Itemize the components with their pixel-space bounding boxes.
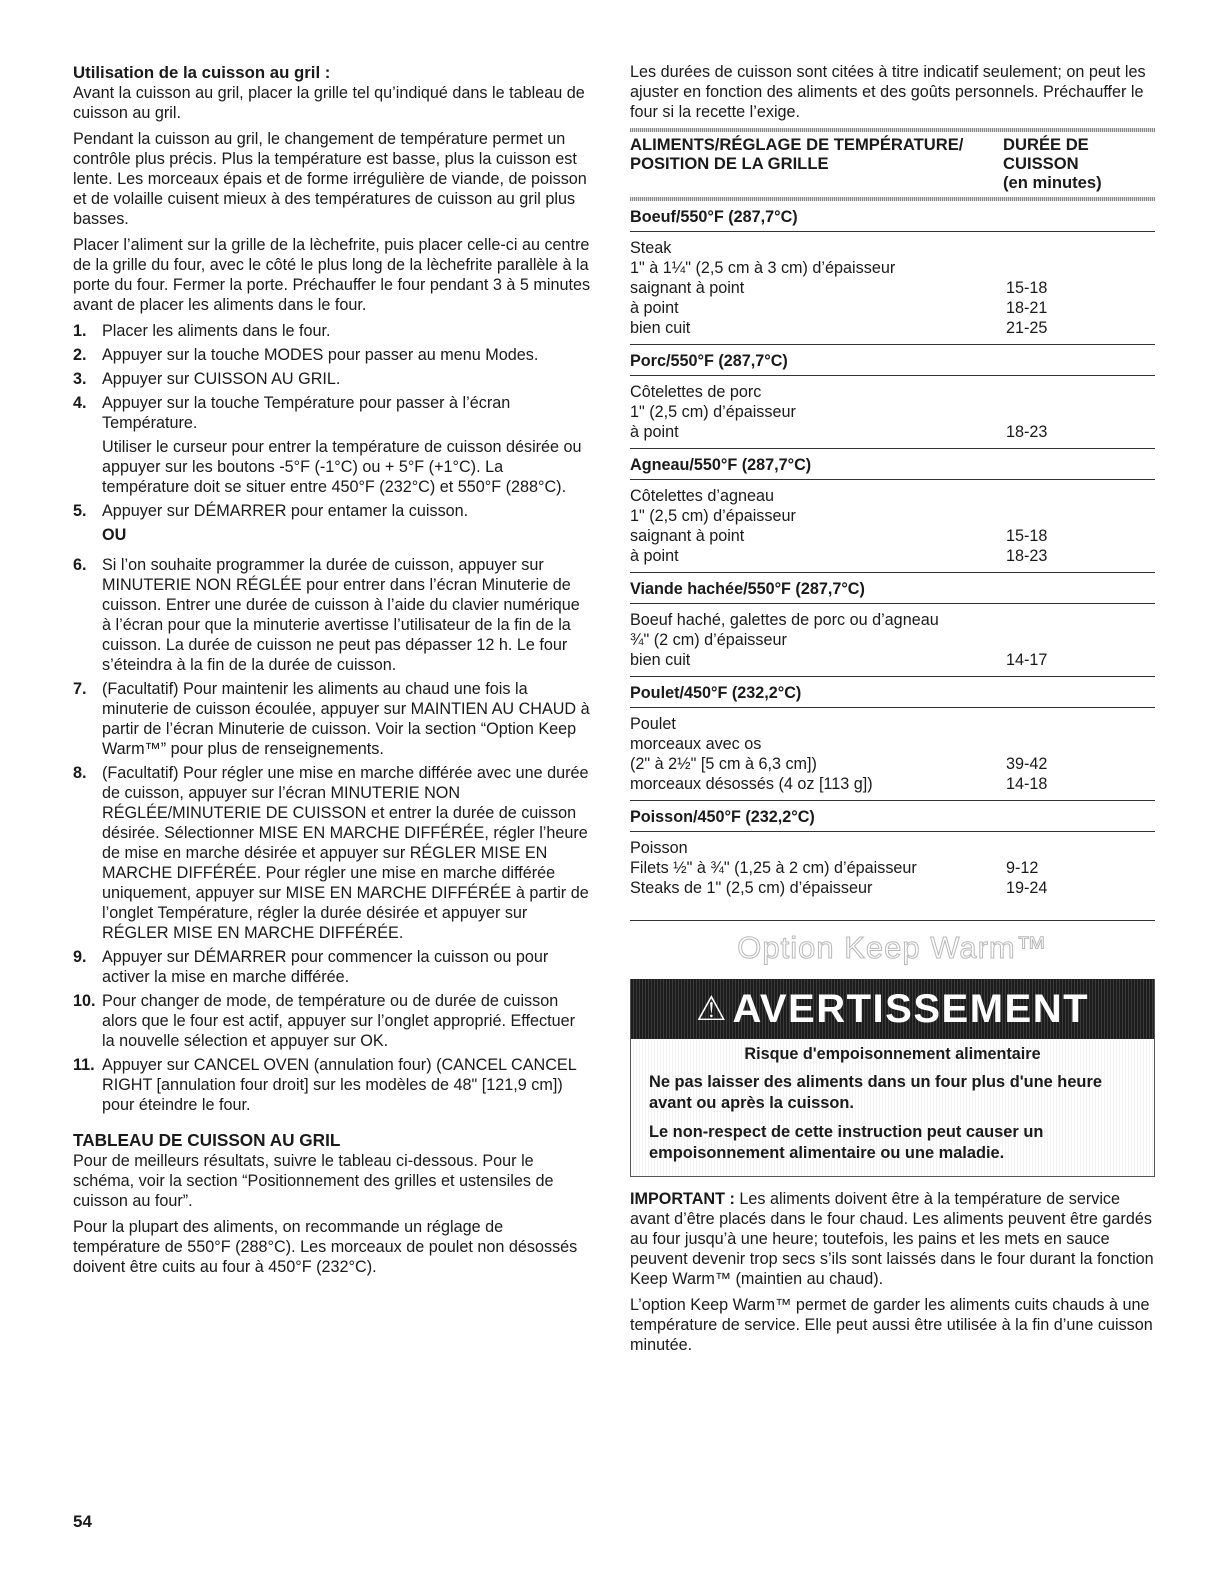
- list-item: 11. Appuyer sur CANCEL OVEN (annulation four) (CANCEL CANCEL RIGHT [annulation four droit] sur les modèles de 48" [121,9 cm]) pour éteindre le four.: [73, 1056, 577, 1114]
- warning-box: [630, 979, 1155, 1177]
- list-item: 4. Appuyer sur la touche Température pour passer à l’écran Température. Utiliser le curseur pour entrer la température de cuisson désirée ou appuyer sur les boutons -5°F (-1°C) ou + 5°F (+1°C). La température doit se situer entre 450°F (232°C) et 550°F (288°C).: [73, 394, 582, 496]
- table-row: morceaux avec os: [630, 735, 762, 753]
- list-item: 8. (Facultatif) Pour régler une mise en marche différée avec une durée de cuisson, appuyer sur l’écran MINUTERIE NON RÉGLÉE/MINUTERIE DE CUISSON et entrer la durée de cuisson désirée. Sélectionner MISE EN MARCHE DIFFÉRÉE, régler l’heure de mise en marche désirée et appuyer sur RÉGLER MISE EN MARCHE DIFFÉRÉE. Pour régler une mise en marche différée uniquement, appuyer sur MISE EN MARCHE DIFFÉRÉE à partir de l’onglet Température, régler la durée désirée et appuyer sur RÉGLER MISE EN MARCHE DIFFÉRÉE.: [73, 764, 589, 942]
- warning-icon: ⚠: [695, 990, 727, 1028]
- table-row: Côtelettes de porc: [630, 383, 762, 401]
- list-item: 10. Pour changer de mode, de température ou de durée de cuisson alors que le four est actif, appuyer sur l’onglet approprié. Effectuer la nouvelle sélection et appuyer sur OK.: [73, 992, 576, 1050]
- category-rows: [630, 376, 1155, 449]
- table-row: 1" (2,5 cm) d’épaisseur: [630, 403, 796, 421]
- right-column: [630, 62, 1155, 1361]
- warning-body: [631, 1039, 1154, 1176]
- category-heading: Porc/550°F (287,7°C): [630, 345, 1155, 376]
- table-row: ¾" (2 cm) d’épaisseur: [630, 631, 787, 649]
- table-row: à point 18-23: [630, 547, 1048, 565]
- left-column: [73, 62, 591, 1283]
- table-header: [630, 132, 1155, 197]
- paragraph: L’option Keep Warm™ permet de garder les aliments cuits chauds à une température de service. Elle peut aussi être utilisée à la fin d’une cuisson minutée.: [630, 1296, 1153, 1354]
- steps-list: [73, 321, 591, 521]
- category-heading: Poisson/450°F (232,2°C): [630, 801, 1155, 832]
- paragraph: Placer l’aliment sur la grille de la lèchefrite, puis placer celle-ci au centre de la grille du four, avec le côté le plus long de la lèchefrite parallèle à la porte du four. Fermer la porte. Préchauffer le four pendant 3 à 5 minutes avant de placer les aliments dans le four.: [73, 236, 591, 314]
- warning-text: Ne pas laisser des aliments dans un four plus d'une heure avant ou après la cuisson.: [649, 1073, 1102, 1112]
- category-rows: [630, 708, 1155, 801]
- table-row: Poisson: [630, 839, 688, 857]
- table-row: (2" à 2½" [5 cm à 6,3 cm]) 39-42: [630, 755, 1048, 773]
- table-row: morceaux désossés (4 oz [113 g]) 14-18: [630, 775, 1048, 793]
- important-label: IMPORTANT :: [630, 1190, 735, 1208]
- table-row: Steaks de 1" (2,5 cm) d’épaisseur 19-24: [630, 879, 1048, 897]
- category-rows: [630, 832, 1155, 921]
- section-heading-broil-table: TABLEAU DE CUISSON AU GRIL: [73, 1130, 341, 1150]
- paragraph: Avant la cuisson au gril, placer la grille tel qu’indiqué dans le tableau de cuisson au gril.: [73, 84, 585, 122]
- list-item: 7. (Facultatif) Pour maintenir les aliments au chaud une fois la minuterie de cuisson écoulée, appuyer sur MAINTIEN AU CHAUD à partir de l’écran Minuterie de cuisson. Voir la section “Option Keep Warm™” pour plus de renseignements.: [73, 680, 590, 758]
- list-item: 2. Appuyer sur la touche MODES pour passer au menu Modes.: [73, 346, 539, 364]
- warning-title: AVERTISSEMENT: [732, 986, 1090, 1031]
- paragraph-important: IMPORTANT : Les aliments doivent être à la température de service avant d’être placés dans le four chaud. Les aliments peuvent être gardés au four jusqu’à une heure; toutefois, les pains et les mets en sauce peuvent devenir trop secs s’ils sont laissés dans le four durant la fonction Keep Warm™ (maintien au chaud).: [630, 1190, 1154, 1288]
- table-row: bien cuit 21-25: [630, 319, 1048, 337]
- warning-text: Le non-respect de cette instruction peut causer un empoisonnement alimentaire ou une maladie.: [649, 1123, 1044, 1162]
- list-item: 3. Appuyer sur CUISSON AU GRIL.: [73, 370, 341, 388]
- page-number: 54: [73, 1512, 92, 1531]
- table-row: Filets ½" à ¾" (1,25 à 2 cm) d’épaisseur 9-12: [630, 859, 1039, 877]
- header-duration: DURÉE DE CUISSON (en minutes): [1003, 135, 1102, 192]
- keep-warm-heading: Option Keep Warm™: [737, 930, 1048, 965]
- list-item: 9. Appuyer sur DÉMARRER pour commencer la cuisson ou pour activer la mise en marche différée.: [73, 948, 549, 986]
- table-row: 1" (2,5 cm) d’épaisseur: [630, 507, 796, 525]
- table-row: à point 18-21: [630, 299, 1048, 317]
- table-row: à point 18-23: [630, 423, 1048, 441]
- category-rows: [630, 604, 1155, 677]
- section-heading-broil: Utilisation de la cuisson au gril :: [73, 63, 331, 82]
- list-item: 5. Appuyer sur DÉMARRER pour entamer la cuisson.: [73, 502, 469, 520]
- warning-subtitle: Risque d'empoisonnement alimentaire: [744, 1045, 1041, 1063]
- paragraph: Les durées de cuisson sont citées à titre indicatif seulement; on peut les ajuster en fonction des aliments et des goûts personnels. Préchauffer le four si la recette l’exige.: [630, 63, 1146, 121]
- table-row: 1" à 1¼" (2,5 cm à 3 cm) d’épaisseur: [630, 259, 896, 277]
- paragraph: Pour de meilleurs résultats, suivre le tableau ci-dessous. Pour le schéma, voir la section “Positionnement des grilles et ustensiles de cuisson au four”.: [73, 1152, 554, 1210]
- steps-list-continued: [73, 555, 591, 1115]
- category-heading: Poulet/450°F (232,2°C): [630, 677, 1155, 708]
- category-rows: [630, 232, 1155, 345]
- table-row: bien cuit 14-17: [630, 651, 1048, 669]
- warning-header: [631, 979, 1154, 1039]
- header-food: ALIMENTS/RÉGLAGE DE TEMPÉRATURE/ POSITION DE LA GRILLE: [630, 135, 964, 173]
- table-row: Steak: [630, 239, 672, 257]
- category-heading: Agneau/550°F (287,7°C): [630, 449, 1155, 480]
- list-item: 1. Placer les aliments dans le four.: [73, 322, 331, 340]
- table-row: Boeuf haché, galettes de porc ou d’agneau: [630, 611, 939, 629]
- category-heading: Boeuf/550°F (287,7°C): [630, 201, 1155, 232]
- table-row: saignant à point 15-18: [630, 279, 1048, 297]
- table-row: Poulet: [630, 715, 676, 733]
- table-row: Côtelettes d’agneau: [630, 487, 774, 505]
- category-rows: [630, 480, 1155, 573]
- table-row: saignant à point 15-18: [630, 527, 1048, 545]
- broil-table: [630, 128, 1155, 921]
- paragraph: Pendant la cuisson au gril, le changement de température permet un contrôle plus précis. Plus la température est basse, plus la cuisson est lente. Les morceaux épais et de forme irrégulière de viande, de poisson et de volaille cuisent mieux à des températures de cuisson au gril plus basses.: [73, 130, 587, 228]
- or-label: OU: [102, 526, 127, 544]
- paragraph: Pour la plupart des aliments, on recommande un réglage de température de 550°F (288°C). Les morceaux de poulet non désossés doivent être cuits au four à 450°F (232°C).: [73, 1218, 578, 1276]
- list-item: 6. Si l’on souhaite programmer la durée de cuisson, appuyer sur MINUTERIE NON RÉGLÉE pour entrer dans l’écran Minuterie de cuisson. Entrer une durée de cuisson à l’aide du clavier numérique à l’écran pour que la minuterie avertisse l’utilisateur de la fin de la cuisson. La durée de cuisson ne peut pas dépasser 12 h. Le four s’éteindra à la fin de la durée de cuisson.: [73, 556, 580, 674]
- category-heading: Viande hachée/550°F (287,7°C): [630, 573, 1155, 604]
